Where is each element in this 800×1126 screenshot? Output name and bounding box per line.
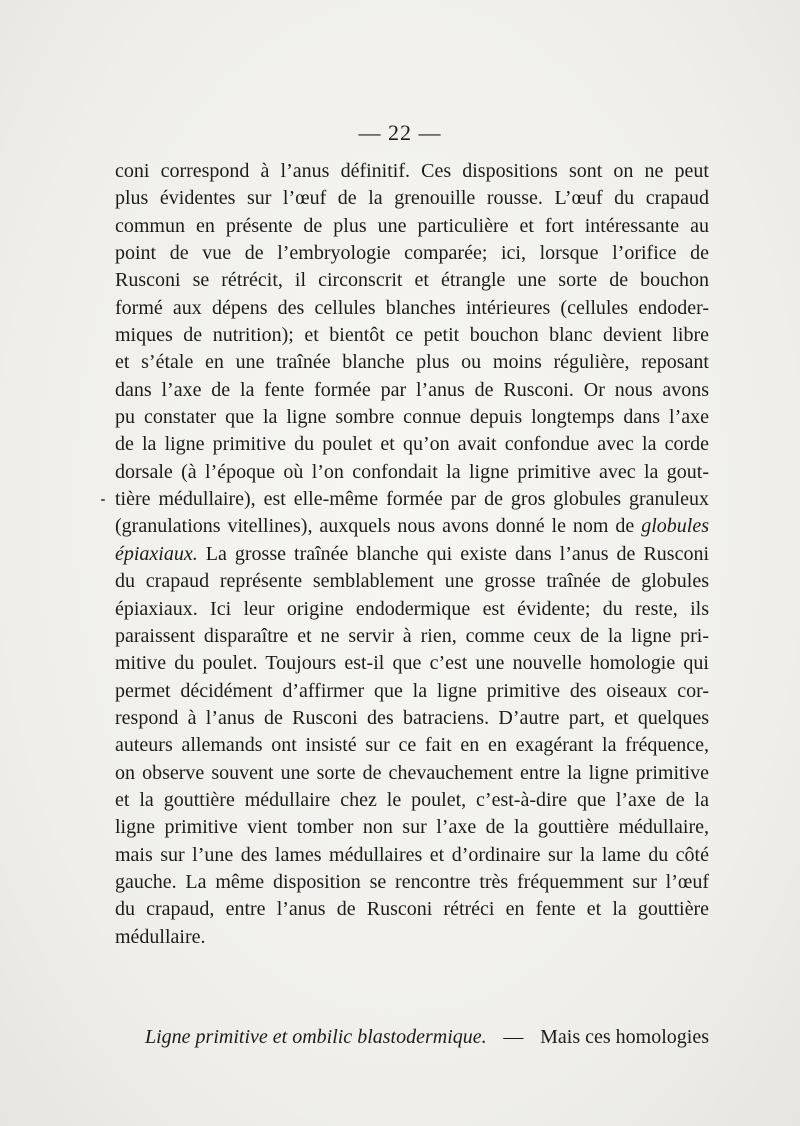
text-line: mitive du poulet. Toujours est-il que c’est une nouvelle homologie qui [115,652,709,675]
text-line: auteurs allemands ont insisté sur ce fait en en exagérant la fréquence, [115,734,709,757]
text-line: du crapaud représente semblablement une grosse traînée de globules [115,570,709,593]
text-line: épiaxiaux. Ici leur origine endodermique est évidente; du reste, ils [115,597,709,620]
text-line: coni correspond à l’anus définitif. Ces dispositions sont on ne peut [115,160,709,182]
section-start [145,1024,709,1051]
text-line: paraissent disparaître et ne servir à rien, comme ceux de la ligne pri- [115,624,709,647]
page-number: — 22 — [358,120,442,145]
text-line: dans l’axe de la fente formée par l’anus de Rusconi. Or nous avons [115,378,709,401]
text-line: on observe souvent une sorte de chevauchement entre la ligne primitive [115,761,709,784]
text-line: (granulations vitellines), auxquels nous avons donné le nom de globules [115,515,709,538]
section-heading: Ligne primitive et ombilic blastodermique. [145,1026,487,1048]
text-line: Rusconi se rétrécit, il circonscrit et étrangle une sorte de bouchon [115,269,709,292]
text-line: médullaire. [115,925,206,948]
text-line: permet décidément d’affirmer que la ligne primitive des oiseaux cor- [115,679,709,702]
text-line: et s’étale en une traînée blanche plus ou moins régulière, reposant [115,351,709,374]
text-line: de la ligne primitive du poulet et qu’on avait confondue avec la corde [115,433,709,456]
paper-speck [101,499,105,501]
text-line: mais sur l’une des lames médullaires et d’ordinaire sur la lame du côté [115,843,709,866]
text-line: dorsale (à l’époque où l’on confondait la ligne primitive avec la gout- [115,460,709,483]
text-line: et la gouttière médullaire chez le poulet, c’est-à-dire que l’axe de la [115,788,709,811]
text-line: épiaxiaux. La grosse traînée blanche qui existe dans l’anus de Rusconi [115,542,709,565]
text-line: formé aux dépens des cellules blanches intérieures (cellules endoder- [115,296,709,319]
section-dash: — [503,1026,524,1048]
text-line: pu constater que la ligne sombre connue depuis longtemps dans l’axe [115,406,709,429]
text-line: gauche. La même disposition se rencontre très fréquemment sur l’œuf [115,870,709,893]
text-line: miques de nutrition); et bientôt ce petit bouchon blanc devient libre [115,324,709,347]
text-line: tière médullaire), est elle-même formée par de gros globules granuleux [115,488,709,511]
text-line: commun en présente de plus une particulière et fort intéressante au [115,214,709,237]
text-line: plus évidentes sur l’œuf de la grenouille rousse. L’œuf du crapaud [115,187,709,210]
body-paragraph [115,158,709,951]
text-line: point de vue de l’embryologie comparée; ici, lorsque l’orifice de [115,242,709,265]
text-line: ligne primitive vient tomber non sur l’axe de la gouttière médullaire, [115,816,709,839]
text-line: respond à l’anus de Rusconi des batraciens. D’autre part, et quelques [115,706,709,729]
text-line: du crapaud, entre l’anus de Rusconi rétréci en fente et la gouttière [115,898,709,921]
section-text: Mais ces homologies [540,1026,709,1048]
